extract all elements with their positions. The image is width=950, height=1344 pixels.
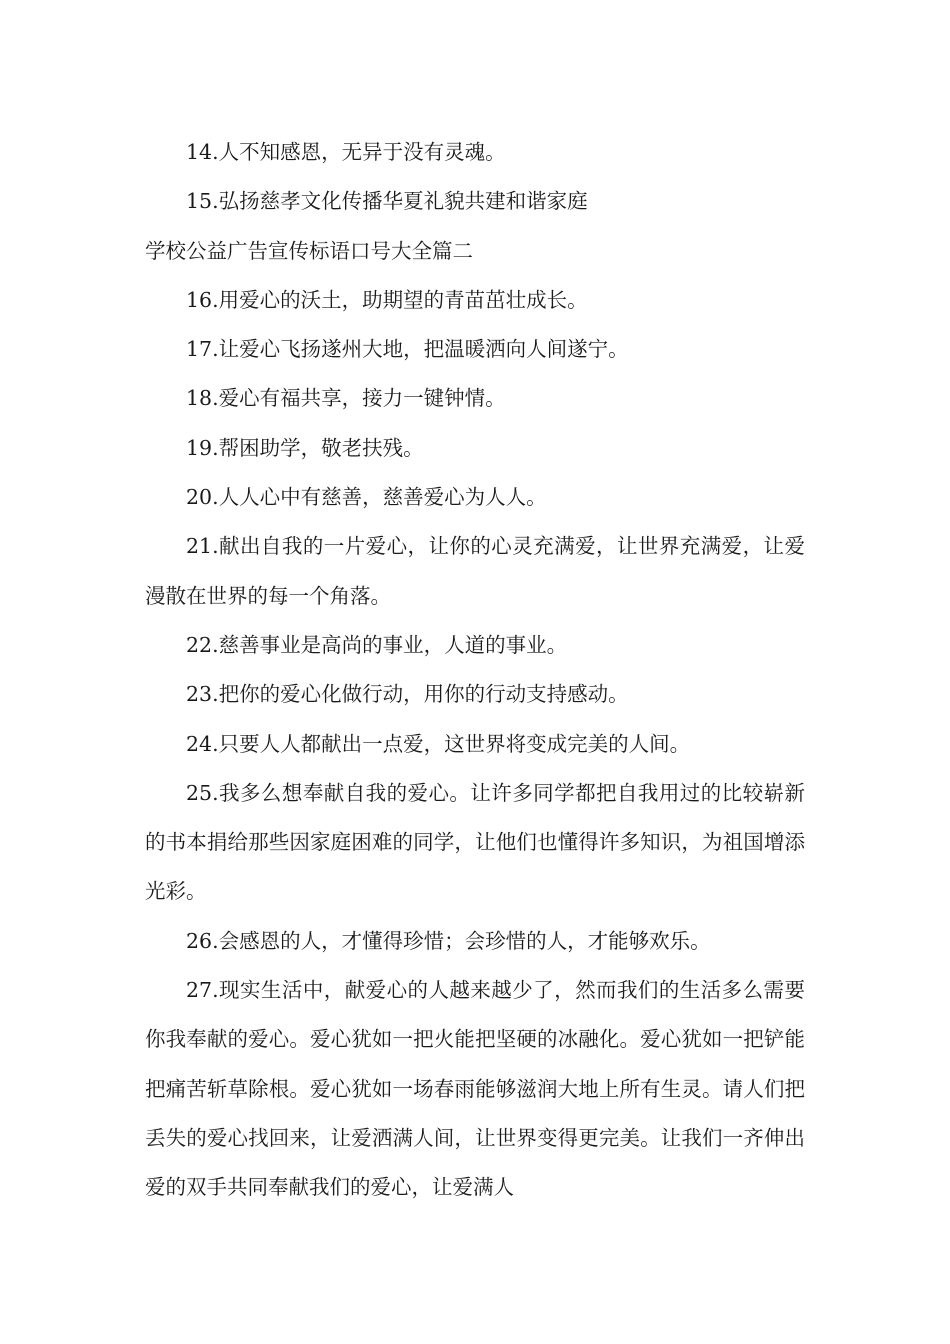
document-body bbox=[145, 128, 805, 1213]
paragraph-19: 19.帮困助学，敬老扶残。 bbox=[186, 435, 424, 460]
paragraph-15: 15.弘扬慈孝文化传播华夏礼貌共建和谐家庭 bbox=[186, 189, 588, 214]
paragraph-27: 27.现实生活中，献爱心的人越来越少了，然而我们的生活多么需要你我奉献的爱心。爱心犹如一把火能把坚硬的冰融化。爱心犹如一把铲能把痛苦斩草除根。爱心犹如一场春雨能够滋润大地上所有生灵。请人们把丢失的爱心找回来，让爱洒满人间，让世界变得更完美。让我们一齐伸出爱的双手共同奉献我们的爱心，让爱满人 bbox=[145, 978, 805, 1200]
paragraph-20: 20.人人心中有慈善，慈善爱心为人人。 bbox=[186, 485, 547, 510]
paragraph-21: 21.献出自我的一片爱心，让你的心灵充满爱，让世界充满爱，让爱漫散在世界的每一个角落。 bbox=[145, 534, 805, 608]
paragraph-25: 25.我多么想奉献自我的爱心。让许多同学都把自我用过的比较崭新的书本捐给那些因家庭困难的同学，让他们也懂得许多知识，为祖国增添光彩。 bbox=[145, 780, 805, 904]
paragraph-16: 16.用爱心的沃土，助期望的青苗茁壮成长。 bbox=[186, 287, 588, 312]
section-heading: 学校公益广告宣传标语口号大全篇二 bbox=[145, 238, 473, 263]
paragraph-18: 18.爱心有福共享，接力一键钟情。 bbox=[186, 386, 506, 411]
paragraph-22: 22.慈善事业是高尚的事业，人道的事业。 bbox=[186, 632, 568, 657]
paragraph-26: 26.会感恩的人，才懂得珍惜；会珍惜的人，才能够欢乐。 bbox=[186, 928, 711, 953]
paragraph-24: 24.只要人人都献出一点爱，这世界将变成完美的人间。 bbox=[186, 731, 691, 756]
paragraph-14: 14.人不知感恩，无异于没有灵魂。 bbox=[186, 140, 506, 164]
paragraph-23: 23.把你的爱心化做行动，用你的行动支持感动。 bbox=[186, 682, 629, 707]
paragraph-17: 17.让爱心飞扬遂州大地，把温暖洒向人间遂宁。 bbox=[186, 337, 629, 362]
